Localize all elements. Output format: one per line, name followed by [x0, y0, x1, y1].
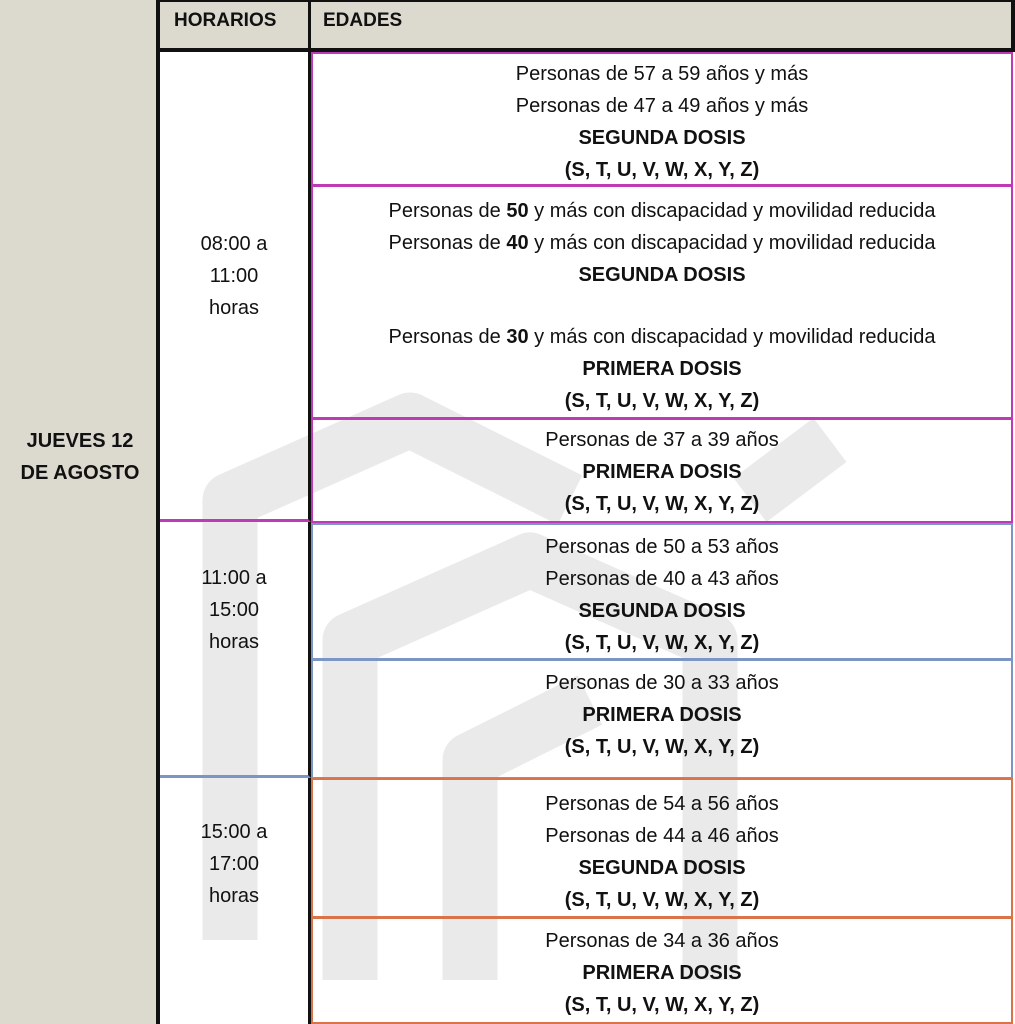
header-edades: EDADES: [311, 0, 1015, 52]
time-slot-3-line-1: 15:00 a: [200, 821, 268, 843]
group-cell-6: [311, 778, 1013, 918]
group-cell-2: [311, 185, 1013, 419]
group-3-line-1: Personas de 37 a 39 años: [545, 429, 779, 451]
time-slot-2-line-1: 11:00 a: [201, 567, 267, 589]
group-cell-1: [311, 52, 1013, 186]
time-slot-1-line-3: horas: [208, 297, 260, 319]
time-slot-2-line-3: horas: [208, 631, 260, 653]
group-6-line-1: Personas de 54 a 56 años: [545, 793, 779, 815]
group-4-line-1: Personas de 50 a 53 años: [545, 536, 779, 558]
group-cell-4: [311, 523, 1013, 660]
time-slot-1-line-2: 11:00: [209, 265, 259, 287]
group-cell-3: [311, 418, 1013, 524]
group-cell-5: [311, 659, 1013, 779]
group-4-letters: (S, T, U, V, W, X, Y, Z): [564, 632, 760, 654]
group-2-line-2: Personas de 40 y más con discapacidad y movilidad reducida: [388, 232, 936, 254]
group-3-letters: (S, T, U, V, W, X, Y, Z): [564, 493, 760, 515]
time-slot-1-line-1: 08:00 a: [200, 233, 268, 255]
time-slot-1: [160, 52, 311, 522]
group-7-letters: (S, T, U, V, W, X, Y, Z): [564, 994, 760, 1016]
group-5-line-1: Personas de 30 a 33 años: [545, 672, 779, 694]
group-2-gap: [313, 291, 1011, 321]
group-3-dose: PRIMERA DOSIS: [582, 461, 742, 483]
date-line-2: DE AGOSTO: [20, 462, 140, 484]
group-2-dose-1: SEGUNDA DOSIS: [578, 264, 746, 286]
time-slot-3-line-3: horas: [208, 885, 260, 907]
group-7-dose: PRIMERA DOSIS: [582, 962, 742, 984]
time-slot-3-line-2: 17:00: [208, 853, 260, 875]
group-6-letters: (S, T, U, V, W, X, Y, Z): [564, 889, 760, 911]
time-slot-3: [160, 778, 311, 1024]
date-column: [0, 0, 160, 1024]
group-cell-7: [311, 917, 1013, 1024]
header-horarios: HORARIOS: [160, 0, 311, 52]
date-line-1: JUEVES 12: [26, 430, 134, 452]
group-2-letters: (S, T, U, V, W, X, Y, Z): [564, 390, 760, 412]
group-1-letters: (S, T, U, V, W, X, Y, Z): [564, 159, 760, 181]
group-2-line-1: Personas de 50 y más con discapacidad y movilidad reducida: [388, 200, 936, 222]
group-1-line-1: Personas de 57 a 59 años y más: [515, 63, 809, 85]
group-4-dose: SEGUNDA DOSIS: [578, 600, 746, 622]
group-5-letters: (S, T, U, V, W, X, Y, Z): [564, 736, 760, 758]
group-7-line-1: Personas de 34 a 36 años: [545, 930, 779, 952]
time-slot-2-line-2: 15:00: [208, 599, 260, 621]
group-1-line-2: Personas de 47 a 49 años y más: [515, 95, 809, 117]
group-2-line-3: Personas de 30 y más con discapacidad y movilidad reducida: [388, 326, 936, 348]
group-4-line-2: Personas de 40 a 43 años: [545, 568, 779, 590]
time-slot-2: [160, 522, 311, 778]
group-1-dose: SEGUNDA DOSIS: [578, 127, 746, 149]
date-label: [0, 425, 160, 489]
group-6-line-2: Personas de 44 a 46 años: [545, 825, 779, 847]
group-5-dose: PRIMERA DOSIS: [582, 704, 742, 726]
group-2-dose-2: PRIMERA DOSIS: [582, 358, 742, 380]
group-6-dose: SEGUNDA DOSIS: [578, 857, 746, 879]
